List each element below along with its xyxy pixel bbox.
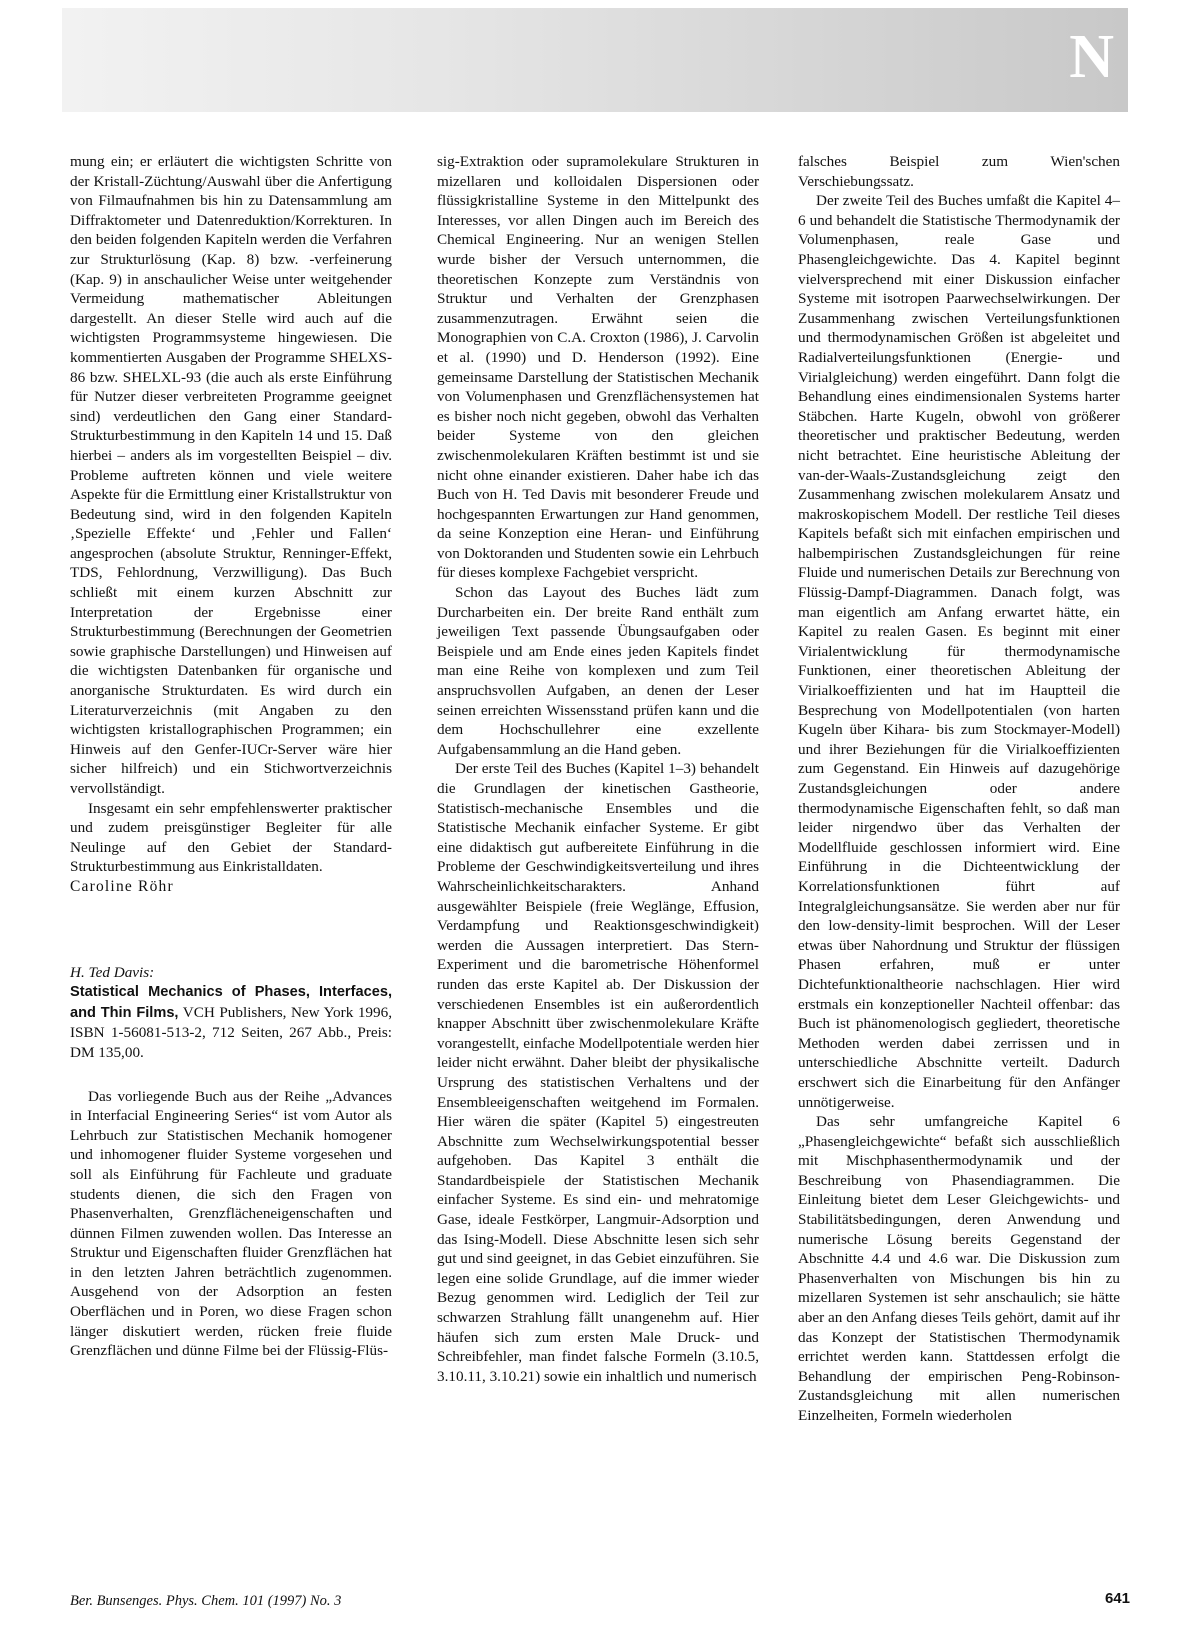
- section-letter: N: [1069, 23, 1114, 91]
- book-reference: [70, 963, 392, 1063]
- paragraph: Der erste Teil des Buches (Kapitel 1–3) behandelt die Grundlagen der kinetischen Gastheorie, Statistisch-mechanische Ensembles und die Statistische Mechanik einfacher Systeme. Er gibt eine didaktisch gut aufbereitete Einführung in die Probleme der Geschwindigkeitsverteilung und ihres Wahrscheinlichkeitscharakters. Anhand ausgewählter Beispiele (freie Weglänge, Effusion, Verdampfung und Reaktionsgeschwindigkeit) werden die Aussagen interpretiert. Das Stern-Experiment und die barometrische Höhenformel runden das erste Kapitel ab. Der Diskussion der verschiedenen Ensembles ist ein außerordentlich knapper Abschnitt über zwischenmolekulare Kräfte vorangestellt, einfache Modellpotentiale werden hier leider nicht erwähnt. Daher bleibt der physikalische Ursprung des statistischen Verhaltens und der Ensembleeigenschaften weitgehend im Formalen. Hier wären die später (Kapitel 5) eingestreuten Abschnitte zum Wechselwirkungspotential besser aufgehoben. Das Kapitel 3 enthält die Standardbeispiele der Statistischen Mechanik einfacher Systeme. Es sind ein- und mehratomige Gase, ideale Festkörper, Langmuir-Adsorption und das Ising-Modell. Diese Abschnitte lesen sich sehr gut und sind geeignet, in das Gebiet einzuführen. Sie legen eine solide Grundlage, auf die immer wieder Bezug genommen wird. Lediglich der Teil zur schwarzen Strahlung fällt unangenehm auf. Hier häufen sich zum ersten Male Druck- und Schreibfehler, man findet falsche Formeln (3.10.5, 3.10.11, 3.10.21) sowie ein inhaltlich und numerisch: [437, 760, 759, 1385]
- book-title: Statistical Mechanics of Phases, Interfaces, and Thin Films,: [70, 984, 392, 1021]
- paragraph: mung ein; er erläutert die wichtigsten Schritte von der Kristall-Züchtung/Auswahl über die Anfertigung von Filmaufnahmen bis hin zu Datensammlung am Diffraktometer und Datenreduktion/Korrekturen. In den beiden folgenden Kapiteln werden die Verfahren zur Strukturlösung (Kap. 8) bzw. -verfeinerung (Kap. 9) in anschaulicher Weise unter weitgehender Vermeidung mathematischer Ableitungen dargestellt. An dieser Stelle wird auch auf die wichtigsten Programmsysteme hingewiesen. Die kommentierten Ausgaben der Programme SHELXS-86 bzw. SHELXL-93 (die auch als erste Einführung für Nutzer dieser verbreiteten Programme geeignet sind) verdeutlichen den Gang einer Standard-Strukturbestimmung in den Kapiteln 14 und 15. Daß hierbei – anders als im vorgestellten Beispiel – div. Probleme auftreten können und viele weitere Aspekte für die Ermittlung einer Kristallstruktur von Bedeutung sind, wird in den folgenden Kapiteln ‚Spezielle Effekte‘ und ‚Fehler und Fallen‘ angesprochen (absolute Struktur, Renninger-Effekt, TDS, Fehlordnung, Verzwilligung). Das Buch schließt mit einem kurzen Abschnitt zur Interpretation der Ergebnisse einer Strukturbestimmung (Berechnungen der Geometrien sowie graphische Darstellungen) und Hinweisen auf die wichtigsten Datenbanken für organische und anorganische Strukturdaten. Es wird durch ein Literaturverzeichnis (mit Angaben zu den wichtigsten kristallographischen Programmen; ein Hinweis auf den Genfer-IUCr-Server wäre hier sicher hilfreich) und ein Stichwortverzeichnis vervollständigt.: [70, 153, 392, 797]
- section-header-banner: [62, 8, 1128, 112]
- journal-citation: Ber. Bunsenges. Phys. Chem. 101 (1997) No. 3: [70, 1593, 342, 1609]
- paragraph: Das sehr umfangreiche Kapitel 6 „Phasengleichgewichte“ befaßt sich ausschließlich mit Mischphasenthermodynamik und der Beschreibung von Phasendiagrammen. Die Einleitung bietet dem Leser Gleichgewichts- und Stabilitätsbedingungen, deren Anwendung und numerische Lösung bereits Gegenstand der Abschnitte 4.4 und 4.6 war. Die Diskussion zum Phasenverhalten von Mischungen bis hin zu mizellaren Systemen ist sehr anschaulich; sie hätte aber an den Anfang dieses Teils gehört, damit auf ihr das Konzept der Statistischen Thermodynamik errichtet werden kann. Stattdessen erfolgt die Behandlung der empirischen Peng-Robinson-Zustandsgleichung mit allen numerischen Einzelheiten, Formeln wiederholen: [798, 1113, 1120, 1424]
- book-details: VCH Publishers, New York 1996, ISBN 1-56081-513-2, 712 Seiten, 267 Abb., Preis: DM 135,00.: [70, 1003, 392, 1061]
- book-author: H. Ted Davis:: [70, 963, 155, 981]
- column-left: [70, 152, 392, 1361]
- paragraph: falsches Beispiel zum Wien'schen Verschiebungssatz.: [798, 153, 1120, 190]
- page-number: 641: [1104, 1590, 1130, 1607]
- paragraph: Der zweite Teil des Buches umfaßt die Kapitel 4–6 und behandelt die Statistische Thermodynamik der Volumenphasen, reale Gase und Phasengleichgewichte. Das 4. Kapitel beginnt vielversprechend mit einer Diskussion einfacher Systeme mit isotropen Paarwechselwirkungen. Der Zusammenhang zwischen Verteilungsfunktionen und thermodynamischen Größen ist abgeleitet und Radialverteilungsfunktionen (Energie- und Virialgleichung) werden eingeführt. Dann folgt die Behandlung eines eindimensionalen Systems harter Stäbchen. Harte Kugeln, obwohl von größerer theoretischer und praktischer Bedeutung, werden nicht betrachtet. Eine heuristische Ableitung der van-der-Waals-Zustandsgleichung zeigt den Zusammenhang zwischen molekularem Ansatz und makroskopischem Modell. Der restliche Teil dieses Kapitels befaßt sich mit einfachen empirischen und halbempirischen Zustandsgleichungen für reine Fluide und numerischen Details zur Berechnung von Flüssig-Dampf-Diagrammen. Danach folgt, was man eigentlich am Anfang erwartet hätte, ein Kapitel zu realen Gasen. Es beginnt mit einer Virialentwicklung für thermodynamische Funktionen, einer theoretischen Ableitung der Virialkoeffizienten und hat im Hauptteil die Besprechung von Modellpotentialen (von harten Kugeln über Kihara- bis zum Stockmayer-Modell) und ihrer Beziehungen für die Virialkoeffizienten zum Gegenstand. Ein Hinweis auf dazugehörige Zustandsgleichungen oder andere thermodynamische Eigenschaften fehlt, so daß man leider nirgendwo über das Verhalten der Modellfluide geschlossen informiert wird. Eine Einführung in die Dichteentwicklung der Korrelationsfunktionen führt auf Integralgleichungsansätze. Sie werden aber nur für den low-density-limit besprochen. Will der Leser etwas über Nahordnung und Struktur der flüssigen Phasen erfahren, muß er unter Dichtefunktionaltheorie nachschlagen. Hier wird erstmals ein konzeptioneller Nachteil offenbar: das Buch ist phänomenologisch gegliedert, theoretische Methoden werden dabei zerrissen und in unterschiedliche Abschnitte verteilt. Dadurch erschwert sich die Einarbeitung für den Anfänger unnötigerweise.: [798, 192, 1120, 1111]
- paragraph: Insgesamt ein sehr empfehlenswerter praktischer und zudem preisgünstiger Begleiter für alle Neulinge auf den Gebiet der Standard-Strukturbestimmung aus Einkristalldaten.: [70, 799, 392, 876]
- paragraph: Das vorliegende Buch aus der Reihe „Advances in Interfacial Engineering Series“ ist vom Autor als Lehrbuch zur Statistischen Mechanik homogener und inhomogener fluider Systeme vorgesehen und soll als Einführung für Fachleute und graduate students dienen, die sich den Fragen von Phasenverhalten, Grenzflächeneigenschaften und dünnen Filmen zuwenden wollen. Das Interesse an Struktur und Eigenschaften fluider Grenzflächen hat in den letzten Jahren beträchtlich zugenommen. Ausgehend von der Adsorption an festen Oberflächen und in Poren, wo diese Fragen schon länger diskutiert werden, rücken freie fluide Grenzflächen und dünne Filme bei der Flüssig-Flüs-: [70, 1087, 392, 1360]
- column-middle: [437, 152, 759, 1386]
- paragraph: Schon das Layout des Buches lädt zum Durcharbeiten ein. Der breite Rand enthält zum jeweiligen Text passende Übungsaufgaben oder Beispiele und am Ende eines jeden Kapitels findet man eine Reihe von komplexen und zum Teil anspruchsvollen Aufgaben, an denen der Leser seinen erreichten Wissensstand prüfen kann und die dem Hochschullehrer eine exzellente Aufgabensammlung an die Hand geben.: [437, 584, 759, 758]
- book-reference-line: [70, 982, 392, 1062]
- column-right: [798, 152, 1120, 1426]
- paragraph: sig-Extraktion oder supramolekulare Strukturen in mizellaren und kolloidalen Dispersionen oder flüssigkristalline Systeme in den Mittelpunkt des Interesses, vor allen Dingen auch im Bereich des Chemical Engineering. Nur an wenigen Stellen wurde bisher der Versuch unternommen, die theoretischen Konzepte zum Verständnis von Struktur und Verhalten der Grenzphasen zusammenzutragen. Erwähnt seien die Monographien von C.A. Croxton (1986), J. Carvolin et al. (1990) und D. Henderson (1992). Eine gemeinsame Darstellung der Statistischen Mechanik von Volumenphasen und Grenzflächensystemen hat es bisher noch nicht gegeben, obwohl das Verhalten beider Systeme von den gleichen zwischenmolekularen Kräften bestimmt ist und sie nicht ohne einander existieren. Daher habe ich das Buch von H. Ted Davis mit besonderer Freude und hochgespannten Erwartungen zur Hand genommen, da seine Konzeption eine Heran- und Einführung von Doktoranden und Studenten sowie ein Lehrbuch für dieses komplexe Fachgebiet verspricht.: [437, 153, 759, 582]
- review-signature: Caroline Röhr: [70, 877, 174, 895]
